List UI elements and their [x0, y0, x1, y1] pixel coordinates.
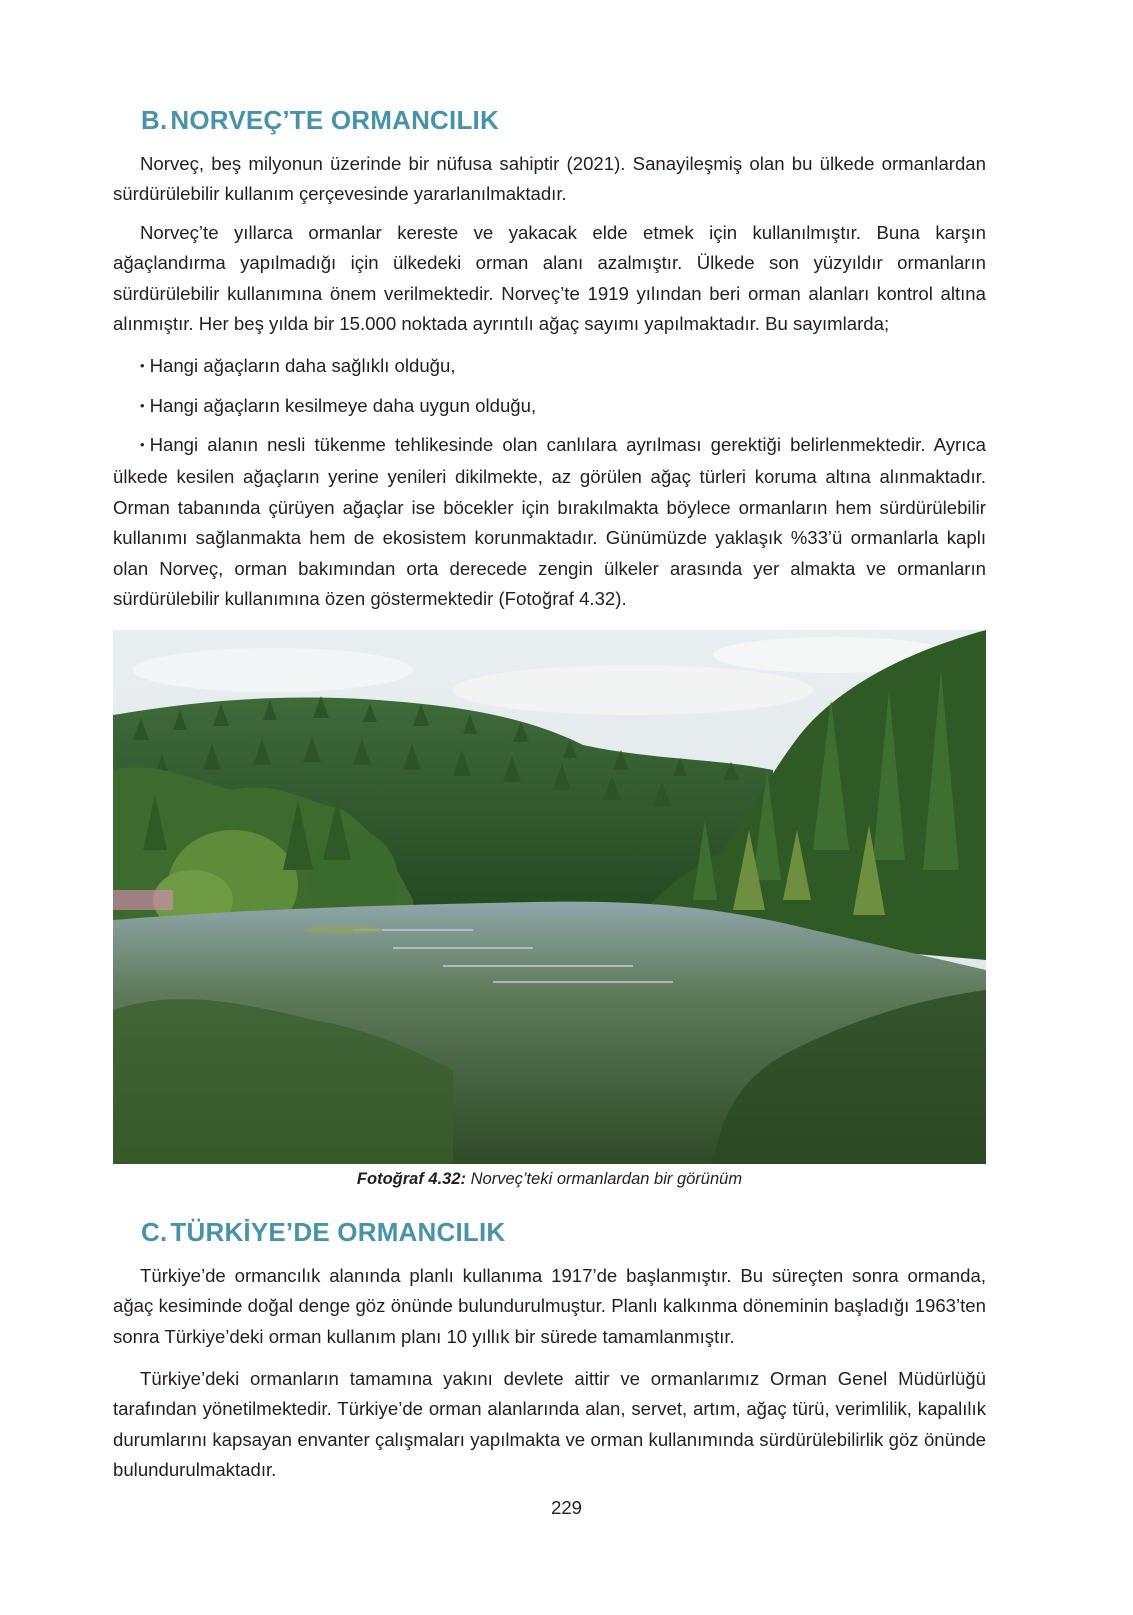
bullet-dot-icon: •	[140, 398, 145, 413]
norway-forest-photo	[113, 630, 986, 1164]
section-c-heading	[141, 1217, 505, 1248]
caption-text: Norveç’teki ormanlardan bir görünüm	[470, 1170, 743, 1188]
bullet-dot-icon: •	[140, 358, 145, 373]
section-b-title: NORVEÇ’TE ORMANCILIK	[170, 105, 499, 135]
forest-river-illustration	[113, 630, 986, 1164]
bullet-text-2: Hangi ağaçların kesilmeye daha uygun olduğu,	[149, 395, 537, 416]
section-c-paragraph-2: Türkiye’deki ormanların tamamına yakını devlete aittir ve ormanlarımız Orman Genel Müdürlüğü tarafından yönetilmektedir. Türkiye’de orman alanlarında alan, servet, artım, ağaç türü, verimlilik, kapalılık durumlarını kapsayan envanter çalışmaları yapılmakta ve orman kullanımında sürdürülebilirlik göz önünde bulundurulmaktadır.	[113, 1368, 986, 1481]
section-b-paragraph-1: Norveç, beş milyonun üzerinde bir nüfusa sahiptir (2021). Sanayileşmiş olan bu ülkede ormanlardan sürdürülebilir kullanım çerçevesinde yararlanılmaktadır.	[113, 153, 986, 205]
bullet-text-3: Hangi alanın nesli tükenme tehlikesinde olan canlılara ayrılması gerektiği belirlenmektedir. Ayrıca ülkede kesilen ağaçların yerine yenileri dikilmekte, az görülen ağaç türleri koruma altına alınmaktadır. Orman tabanında çürüyen ağaçlar ise böcekler için bırakılmakta böylece ormanların hem sürdürülebilir kullanımı sağlanmakta hem de ekosistem korunmaktadır. Günümüzde yaklaşık %33’ü ormanlarla kaplı olan Norveç, orman bakımından orta derecede zengin ülkeler arasında yer almakta ve ormanların sürdürülebilir kullanımına özen göstermektedir (Fotoğraf 4.32).	[113, 434, 986, 610]
bullet-item-1	[113, 351, 986, 383]
section-b-paragraph-2: Norveç’te yıllarca ormanlar kereste ve yakacak elde etmek için kullanılmıştır. Buna karşın ağaçlandırma yapılmadığı için ülkedeki orman alanı azalmıştır. Ülkede son yüzyıldır ormanların sürdürülebilir kullanımına önem verilmektedir. Norveç’te 1919 yılından beri orman alanları kontrol altına alınmıştır. Her beş yılda bir 15.000 noktada ayrıntılı ağaç sayımı yapılmaktadır. Bu sayımlarda;	[113, 222, 986, 335]
section-c-title: TÜRKİYE’DE ORMANCILIK	[170, 1217, 506, 1247]
bullet-dot-icon: •	[140, 437, 145, 452]
photo-caption	[113, 1170, 986, 1189]
section-c-letter: C.	[141, 1217, 168, 1247]
section-b-letter: B.	[141, 105, 168, 135]
bullet-item-3	[113, 430, 986, 614]
caption-label: Fotoğraf 4.32:	[356, 1170, 467, 1188]
bullet-item-2	[113, 391, 986, 423]
section-b-heading	[141, 105, 499, 136]
bullet-text-1: Hangi ağaçların daha sağlıklı olduğu,	[149, 355, 456, 376]
section-c-paragraph-1: Türkiye’de ormancılık alanında planlı kullanıma 1917’de başlanmıştır. Bu süreçten sonra ormanda, ağaç kesiminde doğal denge göz önünde bulundurulmuştur. Planlı kalkınma döneminin başladığı 1963’ten sonra Türkiye’deki orman kullanım planı 10 yıllık bir sürede tamamlanmıştır.	[113, 1265, 986, 1347]
page-number: 229	[551, 1497, 582, 1518]
